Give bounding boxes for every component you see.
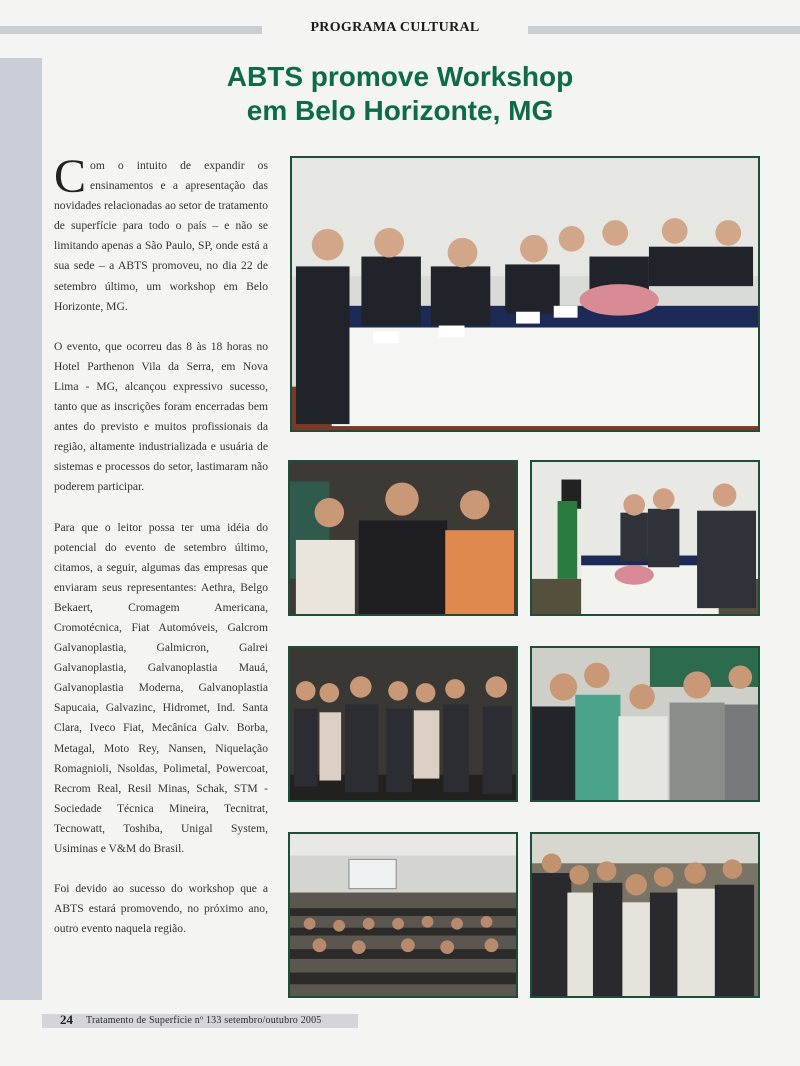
header-rule-left [0,26,262,34]
paragraph-3: Para que o leitor possa ter uma idéia do potencial do evento de setembro último, citamos, a seguir, algumas das empresas que enviaram seus representantes: Aethra, Belgo Bekaert, Cromagem Americana, Cromotécnica, Fiat Automóveis, Galcrom Galvanoplastia, Galmicron, Galrei Galvanoplastia, Galvanoplastia Mauá, Galvanoplastia Moderna, Galvanoplastia Sapucaia, Galvazinc, Hidromet, Ind. Santa Clara, Iveco Fiat, Mecânica Galv. Borba, Metagal, Moto Rey, Nansen, Niquelação Romagnioli, Nsoldas, Polimetal, Powercoat, Recrom Real, Resil Minas, Schak, STM - Sociedade Técnica Mineira, Tecnitrat, Tecnowatt, Toshiba, Unigal System, Usiminas e V&M do Brasil. [54,520,268,855]
paragraph-4: Foi devido ao sucesso do workshop que a ABTS estará promovendo, no próximo ano, outro evento naquela região. [54,882,268,936]
drop-cap: C [54,150,87,203]
header-rule-right [528,26,800,34]
page-number: 24 [60,1012,73,1027]
title-line-2: em Belo Horizonte, MG [246,95,554,126]
photo-conversation [530,646,760,802]
article-title [150,60,650,128]
photo-panel-table [290,156,760,432]
photo-crowd [530,832,760,998]
photo-three-men [288,460,518,616]
photo-group [288,646,518,802]
paragraph-1 [54,150,268,317]
article-body [54,150,268,959]
paragraph-2: O evento, que ocorreu das 8 às 18 horas no Hotel Parthenon Vila da Serra, em Nova Lima - MG, alcançou expressivo sucesso, tanto que as inscrições foram encerradas bem antes do previsto e muitos profissionais da região, altamente industrializada e usuária de sistemas e processos do setor, lastimaram não poderem participar. [54,339,268,494]
side-bar [0,58,42,1000]
photo-speakers [530,460,760,616]
title-line-1: ABTS promove Workshop [226,61,574,92]
footer-publication: Tratamento de Superfície nº 133 setembro/outubro 2005 [86,1015,322,1026]
photo-auditorium [288,832,518,998]
section-label: PROGRAMA CULTURAL [310,20,480,35]
paragraph-1-text: om o intuito de expandir os ensinamentos e a apresentação das novidades relacionadas ao setor de tratamento de superfície para todo o país – e não se limitando apenas a São Paulo, SP, onde está a sua sede – a ABTS promoveu, no dia 22 de setembro último, um workshop em Belo Horizonte, MG. [54,159,268,313]
